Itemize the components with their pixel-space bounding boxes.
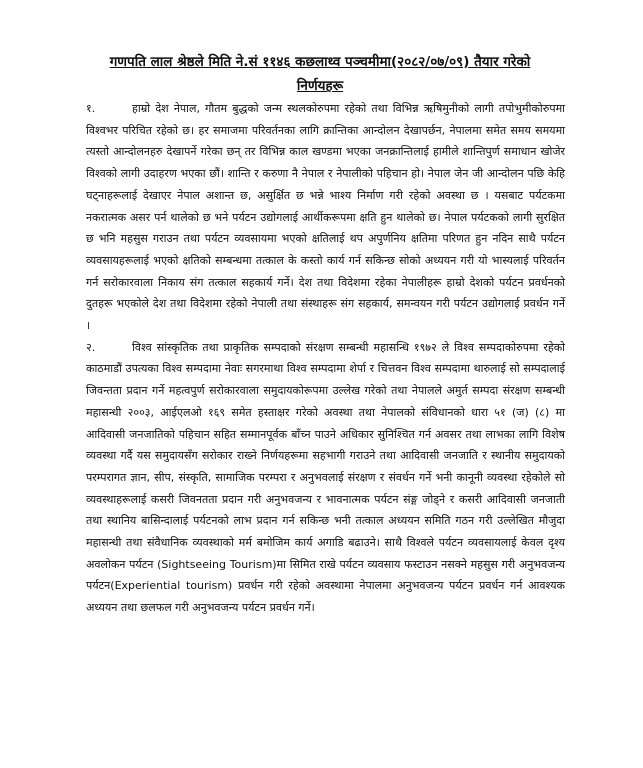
title-line-1: गणपति लाल श्रेष्ठले मिति ने.सं ११४६ कछलाथ्व पञ्चमीमा(२०८२/०७/०९) तैयार गरेको xyxy=(109,54,531,70)
document-title xyxy=(60,50,580,98)
document-body xyxy=(86,98,565,619)
paragraph-text: हाम्रो देश नेपाल, गौतम बुद्धको जन्म स्थलकोरुपमा रहेको तथा विभिन्न ऋषिमुनीको लागी तपोभुमीकोरुपमा विश्वभर परिचित रहेको छ। हर समाजमा परिवर्तनका लागि क्रान्तिका आन्दोलन देखापर्छन, नेपालमा समेत समय समयमा त्यस्तो आन्दोलनहरु देखापर्ने गरेका छन् तर विभिन्न काल खण्डमा भएका जनक्रान्तिलाई हामीले शान्तिपुर्ण समाधान खोजेर विश्वको लागी उदाहरण भएका छौं। शान्ति र करुणा नै नेपाल र नेपालीको पहिचान हो। नेपाल जेन जी आन्दोलन पछि केहि घट्नाहरूलाई देखाएर नेपाल अशान्त छ, असुर्क्षित छ भन्ने भाश्य निर्माण गरी रहेको अवस्था छ । यसबाट पर्यटकमा नकरात्मक असर पर्न थालेको छ भने पर्यटन उद्योगलाई आर्थीकरूपमा क्षति हुन थालेको छ। नेपाल पर्यटकको लागी सुरक्षित छ भनि महसुस गराउन तथा पर्यटन व्यवसायमा भएको क्षतिलाई थप अपुर्णनिय क्षतिमा परिणत हुन नदिन साथै पर्यटन व्यवसायहरूलाई भएको क्षतिको सम्बन्धमा तत्काल के कस्तो कार्य गर्न सकिन्छ सोको अध्ययन गरी यो भास्यलाई परिवर्तन गर्न सरोकारवाला निकाय संग तत्काल सहकार्य गर्ने। देश तथा विदेशमा रहेका नेपालीहरू हाम्रो देशको पर्यटन प्रवर्धनको दुतहरू भएकोले देश तथा विदेशमा रहेको नेपाली तथा संस्थाहरू संग सहकार्य, समन्वयन गरी पर्यटन उद्योगलाई प्रवर्धन गर्ने । xyxy=(86,102,565,333)
paragraph-2 xyxy=(86,337,565,619)
paragraph-1 xyxy=(86,98,565,337)
title-line-2: निर्णयहरू xyxy=(296,78,344,94)
paragraph-text: विश्व सांस्कृतिक तथा प्राकृतिक सम्पदाको संरक्षण सम्बन्धी महासन्धि १९७२ ले विश्व सम्पदाकोरुपमा रहेको काठमाडौं उपत्यका विश्व सम्पदामा नेवाः सगरमाथा विश्व सम्पदामा शेर्पा र चित्तवन विश्व सम्पदामा थारुलाई सो सम्पदालाई जिवन्तता प्रदान गर्ने महत्वपुर्ण सरोकारवाला समुदायकोरूपमा उल्लेख गरेको तथा नेपालले अमुर्त सम्पदा संरक्षण सम्बन्धी महासन्धी २००३, आईएलओ १६९ समेत हस्ताक्षर गरेको अवस्था तथा नेपालको संविधानको धारा ५१ (ज) (८) मा आदिवासी जनजातिको पहिचान सहित सम्मानपूर्वक बाँच्न पाउने अधिकार सुनिश्चित गर्न अवसर तथा लाभका लागि विशेष व्यवस्था गर्दै यस समुदायसँग सरोकार राख्ने निर्णयहरूमा सहभागी गराउने तथा आदिवासी जनजाति र स्थानीय समुदायको परम्परागत ज्ञान, सीप, संस्कृति, सामाजिक परम्परा र अनुभवलाई संरक्षण र संवर्धन गर्ने भनी कानूनी व्यवस्था रहेकोले सो व्यवस्थाहरूलाई कसरी जिवनतता प्रदान गरी अनुभवजन्य र भावनात्मक पर्यटन संङ्ग जोड्ने र कसरी आदिवासी जनजाती तथा स्थानिय बासिन्दालाई पर्यटनको लाभ प्रदान गर्न सकिन्छ भनी तत्काल अध्ययन समिति गठन गरी उल्लेखित मौजुदा महासन्धी तथा संवैधानिक व्यवस्थाको मर्म बमोजिम कार्य अगाडि बढाउने। साथै विश्वले पर्यटन व्यवसायलाई केवल दृश्य अवलोकन पर्यटन (Sightseeing Tourism)मा सिमित राखे पर्यटन व्यवसाय फस्टाउन नसक्ने महसुस गरी अनुभवजन्य पर्यटन(Experiential tourism) प्रवर्धन गरी रहेको अवस्थामा नेपालमा अनुभवजन्य पर्यटन प्रवर्धन गर्न आवश्यक अध्ययन तथा छलफल गरी अनुभवजन्य पर्यटन प्रवर्धन गर्ने। xyxy=(86,340,565,615)
paragraph-number: १. xyxy=(86,102,96,115)
paragraph-number: २. xyxy=(86,340,96,354)
